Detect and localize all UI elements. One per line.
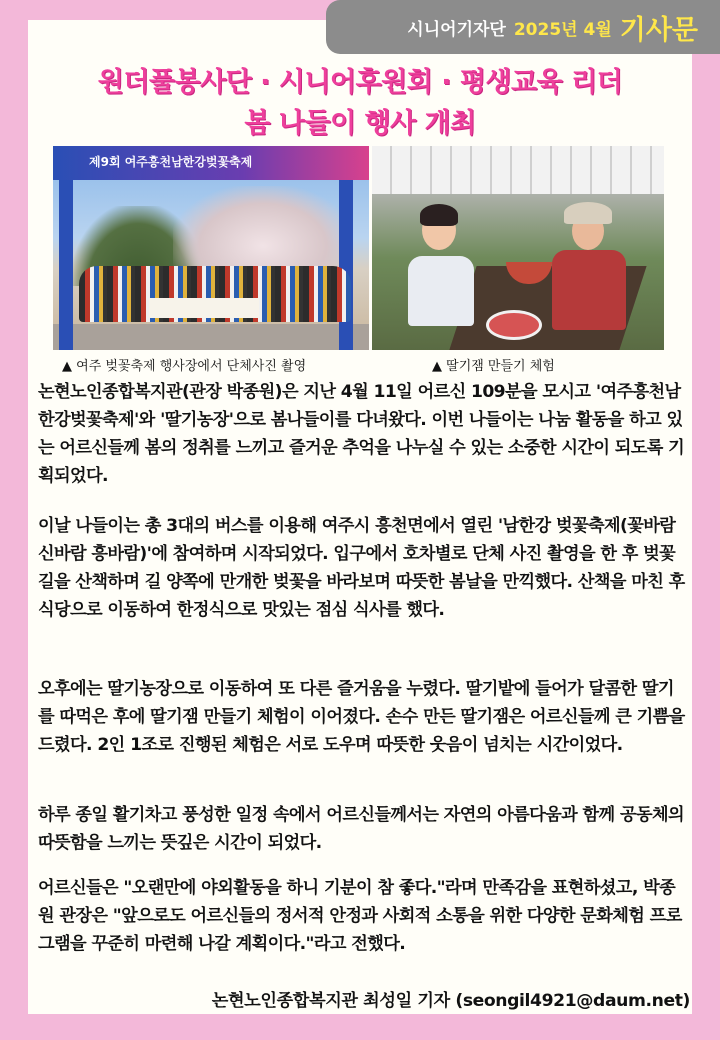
photo-person-right-hat xyxy=(564,202,612,224)
photo-road xyxy=(53,324,369,350)
article-paragraph-3: 오후에는 딸기농장으로 이동하여 또 다른 즐거움을 누렸다. 딸기밭에 들어가 달콤한 딸기를 따먹은 후에 딸기잼 만들기 체험이 이어졌다. 손수 만든 딸기잼은 어르신들께 큰 기쁨을 드렸다. 2인 1조로 진행된 체험은 서로 도우며 따뜻한 웃음이 넘치는 시간이었다. xyxy=(38,679,685,755)
header-kind: 기사문 xyxy=(619,14,698,46)
photo-person-right-body xyxy=(552,250,626,330)
header-org: 시니어기자단 xyxy=(407,19,506,40)
photo-caption-2: ▲ 딸기잼 만들기 체험 xyxy=(432,359,555,374)
article-byline: 논현노인종합복지관 최성일 기자 (seongil4921@daum.net) xyxy=(211,991,690,1011)
header-tab xyxy=(326,0,720,54)
photo-banner-text: 제9회 여주흥천남한강벚꽃축제 xyxy=(89,155,253,169)
photo-tent-roof xyxy=(372,146,664,194)
photo-banner-post-right xyxy=(339,174,353,350)
group-photo xyxy=(53,146,369,350)
photo-bowl xyxy=(486,310,542,340)
photo-caption-1: ▲ 여주 벚꽃축제 행사장에서 단체사진 촬영 xyxy=(62,359,307,374)
article-paragraph-4: 하루 종일 활기차고 풍성한 일정 속에서 어르신들께서는 자연의 아름다움과 함께 공동체의 따뜻함을 느끼는 뜻깊은 시간이 되었다. xyxy=(38,805,684,853)
article-title-line2: 봄 나들이 행사 개최 xyxy=(244,108,476,139)
header-date: 2025년 4월 xyxy=(513,19,612,40)
photo-person-left-body xyxy=(408,256,474,326)
photo-person-left-hair xyxy=(420,204,458,226)
photo-festival-banner xyxy=(53,146,369,180)
article-title-line1: 원더풀봉사단 · 시니어후원회 · 평생교육 리더 xyxy=(97,67,623,98)
jam-making-photo xyxy=(372,146,664,350)
photo-banner-post-left xyxy=(59,174,73,350)
article-paragraph-2: 이날 나들이는 총 3대의 버스를 이용해 여주시 흥천면에서 열린 '남한강 벚꽃축제(꽃바람 신바람 흥바람)'에 참여하며 시작되었다. 입구에서 호차별로 단체 사진 촬영을 한 후 벚꽃길을 산책하며 길 양쪽에 만개한 벚꽃을 바라보며 따뜻한 봄날을 만끽했다. 산책을 마친 후 식당으로 이동하여 한정식으로 맛있는 점심 식사를 했다. xyxy=(38,516,685,620)
article-paragraph-1: 논현노인종합복지관(관장 박종원)은 지난 4월 11일 어르신 109분을 모시고 '여주흥천남한강벚꽃축제'와 '딸기농장'으로 봄나들이를 다녀왔다. 이번 나들이는 나눔 활동을 하고 있는 어르신들께 봄의 정취를 느끼고 즐거운 추억을 나누실 수 있는 소중한 시간이 되도록 기획되었다. xyxy=(38,382,685,486)
photo-crowd-banner xyxy=(149,298,259,318)
article-paragraph-5: 어르신들은 "오랜만에 야외활동을 하니 기분이 참 좋다."라며 만족감을 표현하셨고, 박종원 관장은 "앞으로도 어르신들의 정서적 안정과 사회적 소통을 위한 다양한 문화체험 프로그램을 꾸준히 마련해 나갈 계획이다."라고 전했다. xyxy=(38,878,682,954)
